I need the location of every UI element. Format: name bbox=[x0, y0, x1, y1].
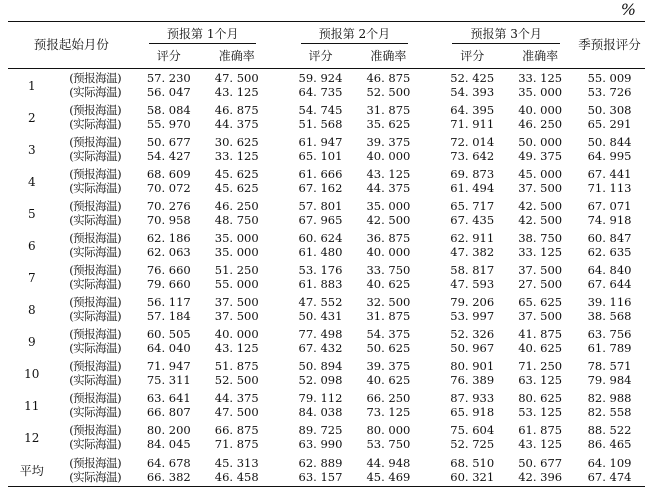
score-m2-cell: 53. 176 bbox=[298, 263, 343, 277]
score-m2-cell: 65. 101 bbox=[298, 149, 343, 163]
accuracy-m3-cell: 42. 396 bbox=[518, 470, 563, 484]
score-m1-cell: 63. 641 bbox=[146, 391, 191, 405]
start-month-cell: 6 bbox=[27, 239, 36, 253]
season-score-cell: 60. 847 bbox=[587, 231, 632, 245]
accuracy-m2-cell: 39. 375 bbox=[366, 359, 411, 373]
header-season-score: 季预报评分 bbox=[578, 37, 641, 52]
accuracy-m2-cell: 50. 625 bbox=[366, 341, 411, 355]
score-m2-cell: 62. 889 bbox=[298, 456, 343, 470]
start-month-cell: 4 bbox=[27, 175, 36, 189]
accuracy-m1-cell: 46. 458 bbox=[214, 470, 259, 484]
score-m2-cell: 89. 725 bbox=[298, 423, 343, 437]
actual-sst-label: (实际海温) bbox=[69, 341, 122, 355]
score-m2-cell: 47. 552 bbox=[298, 295, 343, 309]
table-row bbox=[8, 229, 645, 245]
score-m1-cell: 79. 660 bbox=[146, 277, 191, 291]
score-m1-cell: 56. 117 bbox=[146, 295, 191, 309]
unit-label: % bbox=[620, 0, 636, 19]
accuracy-m1-cell: 44. 375 bbox=[214, 391, 259, 405]
accuracy-m3-cell: 50. 677 bbox=[518, 456, 563, 470]
forecast-sst-label: (预报海温) bbox=[69, 456, 122, 470]
accuracy-m1-cell: 35. 000 bbox=[214, 245, 259, 259]
start-month-cell: 2 bbox=[27, 111, 36, 125]
table-body bbox=[8, 69, 645, 487]
table-row bbox=[8, 357, 645, 373]
score-m3-cell: 72. 014 bbox=[450, 135, 495, 149]
header-group-month-3: 预报第 3个月 bbox=[438, 22, 574, 45]
forecast-sst-label: (预报海温) bbox=[69, 135, 122, 149]
table-row bbox=[8, 405, 645, 421]
accuracy-m1-cell: 40. 000 bbox=[214, 327, 259, 341]
season-score-cell: 67. 441 bbox=[587, 167, 632, 181]
score-m3-cell: 52. 725 bbox=[450, 437, 495, 451]
header-accuracy-3: 准确率 bbox=[522, 49, 559, 63]
score-m3-cell: 75. 604 bbox=[450, 423, 495, 437]
table-row bbox=[8, 85, 645, 101]
accuracy-m3-cell: 41. 875 bbox=[518, 327, 563, 341]
accuracy-m2-cell: 43. 125 bbox=[366, 167, 411, 181]
header-score-3: 评分 bbox=[460, 49, 485, 63]
accuracy-m3-cell: 71. 250 bbox=[518, 359, 563, 373]
accuracy-m2-cell: 40. 625 bbox=[366, 277, 411, 291]
season-score-cell: 64. 995 bbox=[587, 149, 632, 163]
score-m1-cell: 68. 609 bbox=[146, 167, 191, 181]
accuracy-m3-cell: 42. 500 bbox=[518, 213, 563, 227]
score-m3-cell: 73. 642 bbox=[450, 149, 495, 163]
accuracy-m3-cell: 63. 125 bbox=[518, 373, 563, 387]
score-m1-cell: 76. 660 bbox=[146, 263, 191, 277]
score-m1-cell: 62. 063 bbox=[146, 245, 191, 259]
score-m2-cell: 50. 431 bbox=[298, 309, 343, 323]
accuracy-m1-cell: 47. 500 bbox=[214, 405, 259, 419]
accuracy-m2-cell: 35. 625 bbox=[366, 117, 411, 131]
accuracy-m1-cell: 33. 125 bbox=[214, 149, 259, 163]
score-m3-cell: 76. 389 bbox=[450, 373, 495, 387]
forecast-sst-label: (预报海温) bbox=[69, 327, 122, 341]
accuracy-m1-cell: 45. 625 bbox=[214, 167, 259, 181]
accuracy-m2-cell: 39. 375 bbox=[366, 135, 411, 149]
season-score-cell: 38. 568 bbox=[587, 309, 632, 323]
season-score-cell: 63. 756 bbox=[587, 327, 632, 341]
accuracy-m1-cell: 30. 625 bbox=[214, 135, 259, 149]
accuracy-m2-cell: 54. 375 bbox=[366, 327, 411, 341]
header-score-2: 评分 bbox=[308, 49, 333, 63]
start-month-cell: 1 bbox=[27, 79, 36, 93]
score-m2-cell: 77. 498 bbox=[298, 327, 343, 341]
accuracy-m1-cell: 71. 875 bbox=[214, 437, 259, 451]
score-m2-cell: 84. 038 bbox=[298, 405, 343, 419]
actual-sst-label: (实际海温) bbox=[69, 85, 122, 99]
score-m3-cell: 53. 997 bbox=[450, 309, 495, 323]
season-score-cell: 61. 789 bbox=[587, 341, 632, 355]
accuracy-m1-cell: 44. 375 bbox=[214, 117, 259, 131]
score-m3-cell: 58. 817 bbox=[450, 263, 495, 277]
score-m1-cell: 75. 311 bbox=[146, 373, 191, 387]
forecast-sst-label: (预报海温) bbox=[69, 359, 122, 373]
forecast-sst-label: (预报海温) bbox=[69, 199, 122, 213]
score-m1-cell: 66. 382 bbox=[146, 470, 191, 484]
accuracy-m1-cell: 46. 875 bbox=[214, 103, 259, 117]
score-m2-cell: 50. 894 bbox=[298, 359, 343, 373]
score-m2-cell: 61. 480 bbox=[298, 245, 343, 259]
season-score-cell: 82. 988 bbox=[587, 391, 632, 405]
accuracy-m1-cell: 37. 500 bbox=[214, 295, 259, 309]
score-m2-cell: 52. 098 bbox=[298, 373, 343, 387]
accuracy-m3-cell: 40. 000 bbox=[518, 103, 563, 117]
accuracy-m1-cell: 43. 125 bbox=[214, 85, 259, 99]
score-m2-cell: 79. 112 bbox=[298, 391, 343, 405]
score-m3-cell: 69. 873 bbox=[450, 167, 495, 181]
score-m2-cell: 51. 568 bbox=[298, 117, 343, 131]
actual-sst-label: (实际海温) bbox=[69, 470, 122, 484]
score-m1-cell: 71. 947 bbox=[146, 359, 191, 373]
actual-sst-label: (实际海温) bbox=[69, 405, 122, 419]
accuracy-m3-cell: 40. 625 bbox=[518, 341, 563, 355]
score-m2-cell: 67. 432 bbox=[298, 341, 343, 355]
season-score-cell: 50. 308 bbox=[587, 103, 632, 117]
accuracy-m3-cell: 35. 000 bbox=[518, 85, 563, 99]
actual-sst-label: (实际海温) bbox=[69, 277, 122, 291]
score-m3-cell: 65. 717 bbox=[450, 199, 495, 213]
actual-sst-label: (实际海温) bbox=[69, 437, 122, 451]
accuracy-m3-cell: 37. 500 bbox=[518, 309, 563, 323]
accuracy-m2-cell: 44. 375 bbox=[366, 181, 411, 195]
score-m1-cell: 70. 276 bbox=[146, 199, 191, 213]
accuracy-m2-cell: 73. 125 bbox=[366, 405, 411, 419]
forecast-sst-label: (预报海温) bbox=[69, 71, 122, 85]
accuracy-m1-cell: 48. 750 bbox=[214, 213, 259, 227]
accuracy-m2-cell: 31. 875 bbox=[366, 309, 411, 323]
season-score-cell: 78. 571 bbox=[587, 359, 632, 373]
accuracy-m3-cell: 33. 125 bbox=[518, 245, 563, 259]
accuracy-m2-cell: 52. 500 bbox=[366, 85, 411, 99]
accuracy-m2-cell: 40. 625 bbox=[366, 373, 411, 387]
score-m2-cell: 60. 624 bbox=[298, 231, 343, 245]
accuracy-m2-cell: 45. 469 bbox=[366, 470, 411, 484]
table-row bbox=[8, 293, 645, 309]
actual-sst-label: (实际海温) bbox=[69, 309, 122, 323]
start-month-cell: 平均 bbox=[19, 464, 44, 478]
table-row bbox=[8, 117, 645, 133]
actual-sst-label: (实际海温) bbox=[69, 149, 122, 163]
table-row bbox=[8, 341, 645, 357]
accuracy-m1-cell: 45. 313 bbox=[214, 456, 259, 470]
accuracy-m2-cell: 42. 500 bbox=[366, 213, 411, 227]
table-row bbox=[8, 101, 645, 117]
season-score-cell: 50. 844 bbox=[587, 135, 632, 149]
forecast-sst-label: (预报海温) bbox=[69, 103, 122, 117]
season-score-cell: 86. 465 bbox=[587, 437, 632, 451]
start-month-cell: 7 bbox=[27, 271, 36, 285]
start-month-cell: 9 bbox=[27, 335, 36, 349]
accuracy-m2-cell: 80. 000 bbox=[366, 423, 411, 437]
table-row bbox=[8, 437, 645, 453]
season-score-cell: 39. 116 bbox=[587, 295, 632, 309]
score-m1-cell: 58. 084 bbox=[146, 103, 191, 117]
table-row bbox=[8, 421, 645, 437]
season-score-cell: 64. 840 bbox=[587, 263, 632, 277]
season-score-cell: 74. 918 bbox=[587, 213, 632, 227]
score-m2-cell: 61. 666 bbox=[298, 167, 343, 181]
score-m3-cell: 65. 918 bbox=[450, 405, 495, 419]
accuracy-m3-cell: 27. 500 bbox=[518, 277, 563, 291]
season-score-cell: 67. 474 bbox=[587, 470, 632, 484]
score-m1-cell: 84. 045 bbox=[146, 437, 191, 451]
score-m1-cell: 62. 186 bbox=[146, 231, 191, 245]
score-m3-cell: 68. 510 bbox=[450, 456, 495, 470]
table-row bbox=[8, 69, 645, 86]
score-m3-cell: 60. 321 bbox=[450, 470, 495, 484]
table-row bbox=[8, 261, 645, 277]
score-m3-cell: 71. 911 bbox=[450, 117, 495, 131]
score-m1-cell: 54. 427 bbox=[146, 149, 191, 163]
accuracy-m3-cell: 45. 000 bbox=[518, 167, 563, 181]
score-m1-cell: 70. 958 bbox=[146, 213, 191, 227]
table-row bbox=[8, 373, 645, 389]
accuracy-m1-cell: 45. 625 bbox=[214, 181, 259, 195]
score-m3-cell: 52. 326 bbox=[450, 327, 495, 341]
actual-sst-label: (实际海温) bbox=[69, 117, 122, 131]
score-m3-cell: 54. 393 bbox=[450, 85, 495, 99]
score-m3-cell: 80. 901 bbox=[450, 359, 495, 373]
accuracy-m3-cell: 43. 125 bbox=[518, 437, 563, 451]
season-score-cell: 88. 522 bbox=[587, 423, 632, 437]
accuracy-m3-cell: 80. 625 bbox=[518, 391, 563, 405]
forecast-sst-label: (预报海温) bbox=[69, 391, 122, 405]
score-m3-cell: 47. 593 bbox=[450, 277, 495, 291]
accuracy-m1-cell: 46. 250 bbox=[214, 199, 259, 213]
accuracy-m2-cell: 44. 948 bbox=[366, 456, 411, 470]
start-month-cell: 11 bbox=[24, 399, 40, 413]
accuracy-m3-cell: 42. 500 bbox=[518, 199, 563, 213]
score-m2-cell: 59. 924 bbox=[298, 71, 343, 85]
score-m3-cell: 47. 382 bbox=[450, 245, 495, 259]
accuracy-m2-cell: 53. 750 bbox=[366, 437, 411, 451]
score-m3-cell: 50. 967 bbox=[450, 341, 495, 355]
season-score-cell: 55. 009 bbox=[587, 71, 632, 85]
score-m1-cell: 64. 678 bbox=[146, 456, 191, 470]
forecast-sst-label: (预报海温) bbox=[69, 231, 122, 245]
score-m3-cell: 87. 933 bbox=[450, 391, 495, 405]
accuracy-m2-cell: 40. 000 bbox=[366, 149, 411, 163]
score-m1-cell: 56. 047 bbox=[146, 85, 191, 99]
accuracy-m2-cell: 33. 750 bbox=[366, 263, 411, 277]
accuracy-m2-cell: 46. 875 bbox=[366, 71, 411, 85]
season-score-cell: 67. 644 bbox=[587, 277, 632, 291]
accuracy-m1-cell: 37. 500 bbox=[214, 309, 259, 323]
actual-sst-label: (实际海温) bbox=[69, 213, 122, 227]
accuracy-m2-cell: 31. 875 bbox=[366, 103, 411, 117]
season-score-cell: 53. 726 bbox=[587, 85, 632, 99]
accuracy-m1-cell: 51. 875 bbox=[214, 359, 259, 373]
score-m2-cell: 54. 745 bbox=[298, 103, 343, 117]
score-m2-cell: 61. 883 bbox=[298, 277, 343, 291]
accuracy-m3-cell: 46. 250 bbox=[518, 117, 563, 131]
score-m1-cell: 57. 184 bbox=[146, 309, 191, 323]
table-row bbox=[8, 165, 645, 181]
score-m1-cell: 50. 677 bbox=[146, 135, 191, 149]
score-m2-cell: 64. 735 bbox=[298, 85, 343, 99]
score-m1-cell: 64. 040 bbox=[146, 341, 191, 355]
season-score-cell: 67. 071 bbox=[587, 199, 632, 213]
table-row bbox=[8, 245, 645, 261]
accuracy-m3-cell: 49. 375 bbox=[518, 149, 563, 163]
score-m3-cell: 79. 206 bbox=[450, 295, 495, 309]
table-row bbox=[8, 453, 645, 470]
score-m1-cell: 66. 807 bbox=[146, 405, 191, 419]
accuracy-m2-cell: 32. 500 bbox=[366, 295, 411, 309]
accuracy-m3-cell: 33. 125 bbox=[518, 71, 563, 85]
accuracy-m2-cell: 35. 000 bbox=[366, 199, 411, 213]
score-m3-cell: 67. 435 bbox=[450, 213, 495, 227]
score-m3-cell: 52. 425 bbox=[450, 71, 495, 85]
accuracy-m2-cell: 40. 000 bbox=[366, 245, 411, 259]
start-month-cell: 12 bbox=[24, 431, 40, 445]
score-m3-cell: 61. 494 bbox=[450, 181, 495, 195]
score-m1-cell: 55. 970 bbox=[146, 117, 191, 131]
season-score-cell: 62. 635 bbox=[587, 245, 632, 259]
accuracy-m3-cell: 37. 500 bbox=[518, 263, 563, 277]
accuracy-m1-cell: 51. 250 bbox=[214, 263, 259, 277]
forecast-sst-label: (预报海温) bbox=[69, 167, 122, 181]
accuracy-m3-cell: 65. 625 bbox=[518, 295, 563, 309]
score-m1-cell: 60. 505 bbox=[146, 327, 191, 341]
score-m2-cell: 63. 157 bbox=[298, 470, 343, 484]
header-accuracy-2: 准确率 bbox=[370, 49, 407, 63]
table-row bbox=[8, 133, 645, 149]
score-m1-cell: 70. 072 bbox=[146, 181, 191, 195]
forecast-sst-label: (预报海温) bbox=[69, 263, 122, 277]
score-m2-cell: 67. 965 bbox=[298, 213, 343, 227]
accuracy-m1-cell: 66. 875 bbox=[214, 423, 259, 437]
forecast-sst-label: (预报海温) bbox=[69, 423, 122, 437]
score-m1-cell: 57. 230 bbox=[146, 71, 191, 85]
start-month-cell: 5 bbox=[27, 207, 36, 221]
season-score-cell: 82. 558 bbox=[587, 405, 632, 419]
start-month-cell: 8 bbox=[27, 303, 36, 317]
forecast-sst-label: (预报海温) bbox=[69, 295, 122, 309]
table-row bbox=[8, 149, 645, 165]
table-row bbox=[8, 197, 645, 213]
header-start-month: 预报起始月份 bbox=[33, 37, 109, 52]
accuracy-m3-cell: 38. 750 bbox=[518, 231, 563, 245]
sst-forecast-table bbox=[8, 21, 645, 487]
season-score-cell: 65. 291 bbox=[587, 117, 632, 131]
table-row bbox=[8, 213, 645, 229]
season-score-cell: 71. 113 bbox=[587, 181, 632, 195]
actual-sst-label: (实际海温) bbox=[69, 373, 122, 387]
table-row bbox=[8, 389, 645, 405]
header-accuracy-1: 准确率 bbox=[218, 49, 255, 63]
score-m2-cell: 61. 947 bbox=[298, 135, 343, 149]
score-m3-cell: 64. 395 bbox=[450, 103, 495, 117]
accuracy-m3-cell: 61. 875 bbox=[518, 423, 563, 437]
table-row bbox=[8, 181, 645, 197]
header-group-month-1: 预报第 1个月 bbox=[135, 22, 271, 45]
season-score-cell: 79. 984 bbox=[587, 373, 632, 387]
start-month-cell: 10 bbox=[24, 367, 40, 381]
accuracy-m3-cell: 50. 000 bbox=[518, 135, 563, 149]
accuracy-m1-cell: 55. 000 bbox=[214, 277, 259, 291]
header-score-1: 评分 bbox=[156, 49, 181, 63]
score-m2-cell: 57. 801 bbox=[298, 199, 343, 213]
accuracy-m1-cell: 52. 500 bbox=[214, 373, 259, 387]
score-m2-cell: 67. 162 bbox=[298, 181, 343, 195]
actual-sst-label: (实际海温) bbox=[69, 245, 122, 259]
table-row bbox=[8, 277, 645, 293]
season-score-cell: 64. 109 bbox=[587, 456, 632, 470]
accuracy-m2-cell: 36. 875 bbox=[366, 231, 411, 245]
score-m3-cell: 62. 911 bbox=[450, 231, 495, 245]
accuracy-m2-cell: 66. 250 bbox=[366, 391, 411, 405]
table-row bbox=[8, 325, 645, 341]
accuracy-m1-cell: 35. 000 bbox=[214, 231, 259, 245]
header-group-month-2: 预报第 2个月 bbox=[287, 22, 423, 45]
accuracy-m1-cell: 47. 500 bbox=[214, 71, 259, 85]
accuracy-m1-cell: 43. 125 bbox=[214, 341, 259, 355]
table-row bbox=[8, 470, 645, 487]
accuracy-m3-cell: 37. 500 bbox=[518, 181, 563, 195]
start-month-cell: 3 bbox=[27, 143, 36, 157]
actual-sst-label: (实际海温) bbox=[69, 181, 122, 195]
score-m1-cell: 80. 200 bbox=[146, 423, 191, 437]
accuracy-m3-cell: 53. 125 bbox=[518, 405, 563, 419]
score-m2-cell: 63. 990 bbox=[298, 437, 343, 451]
table-row bbox=[8, 309, 645, 325]
